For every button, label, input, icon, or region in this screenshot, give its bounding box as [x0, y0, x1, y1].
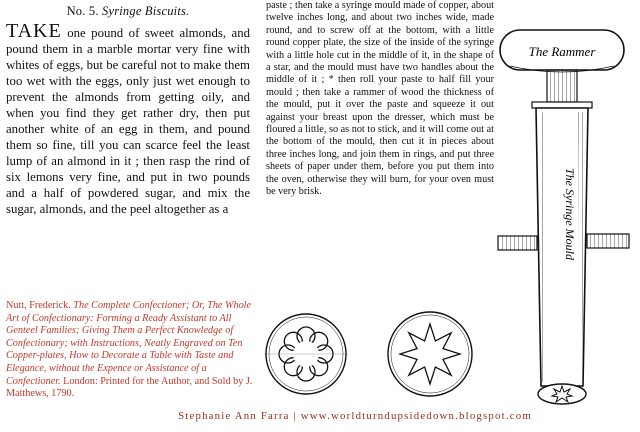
drop-cap: TAKE: [6, 20, 62, 42]
recipe-body-left: one pound of sweet almonds, and pound them in a marble mortar very fine with whites of eggs, but be careful not to make them too wet with the eggs, only just wet enough to prevent the almonds from getting oily, and when you find they get rather dry, then put another white of an egg in them, and pound them so fine, till you can scarce feel the least lump of an almond in it ; then rasp the rind of six lemons very fine, and put in two pounds and a half of powdered sugar, and mix the sugar, almonds, and the peel altogether as a: [6, 26, 250, 216]
recipe-left-column: [6, 4, 250, 294]
rammer-illustration: [500, 30, 624, 102]
citation-caption: [6, 300, 256, 401]
citation-author: Nutt, Frederick.: [6, 300, 71, 311]
flower-plate-illustration: [264, 314, 348, 394]
recipe-middle-column: [266, 0, 494, 298]
recipe-text-left: [6, 20, 250, 217]
citation-book-title: The Complete Confectioner; Or, The Whole Art of Confectionary: Forming a Ready Assistant to All Genteel Families; Giving Them a Perfect Knowledge of Confectionary; with Instructions, Neatly Engraved on Ten Copper-plates, How to Decorate a Table with Taste and Elegance, without the Expence or Assistance of a Confectioner.: [6, 300, 252, 387]
recipe-heading: [6, 4, 250, 19]
credit-line: Stephanie Ann Farra | www.worldturndupsidedown.blogspot.com: [178, 410, 532, 422]
biscuit-plate-illustrations: [260, 308, 490, 400]
recipe-body-middle: paste ; then take a syringe mould made of copper, about twelve inches long, and about two inches wide, made round, and to screw off at the bottom, with a little round copper plate, the size of the inside of the syringe with a little hole cut in the middle of it, in the shape of a star, and the mould must have two handles about the middle of it ; * then roll your paste to half fill your mould ; then take a rammer of wood the thickness of the mould, put it over the paste and squeeze it out against your breast upon the dresser, which must be floured a little, so as not to stick, and it will come out at the bottom of the mould, then cut it in pieces about three inches long, and join them in rings, and put three sheets of paper under them, before you put them into the oven, otherwise they will burn, for your oven must be very brisk.: [266, 0, 494, 198]
citation-imprint: London: Printed for the Author, and Sold by J. Matthews, 1790.: [6, 375, 253, 400]
rammer-and-mould-illustration: [490, 8, 636, 408]
syringe-mould-illustration: [498, 102, 629, 404]
recipe-title: Syringe Biscuits.: [102, 4, 190, 18]
star-plate-illustration: [388, 312, 472, 396]
rammer-label: The Rammer: [528, 44, 596, 59]
mould-label: The Syringe Mould: [563, 168, 577, 260]
recipe-number: No. 5.: [66, 4, 99, 18]
